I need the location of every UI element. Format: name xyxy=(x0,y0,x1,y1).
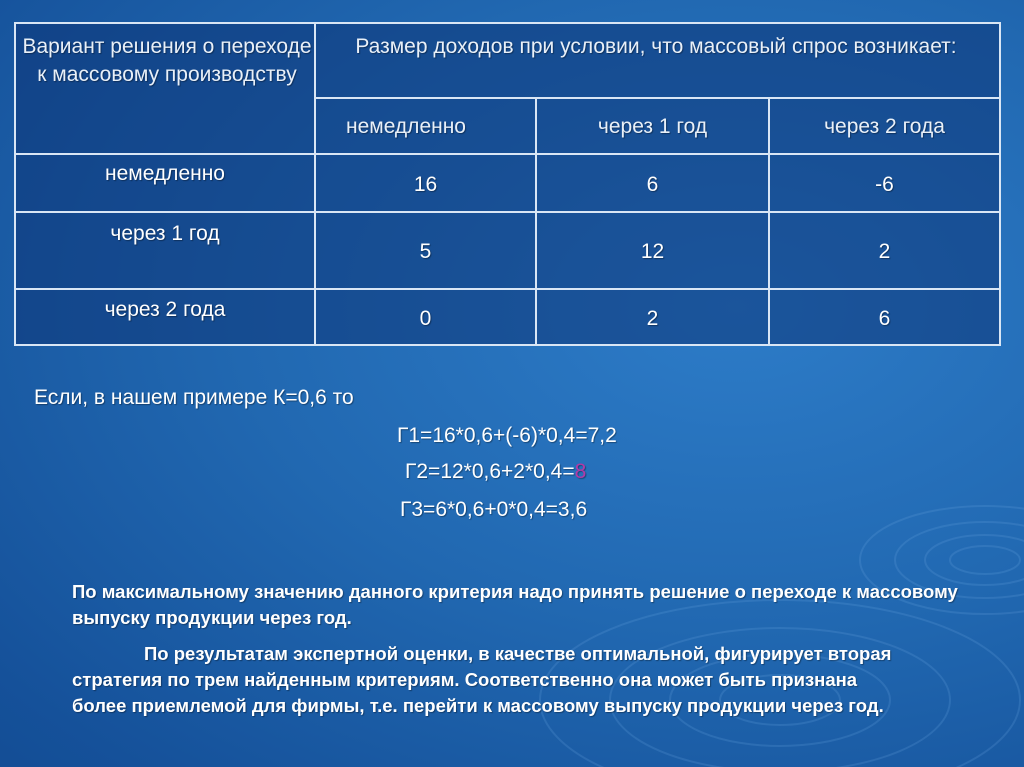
value-cell: 16 xyxy=(413,173,438,196)
row-label-immediately: немедленно xyxy=(105,162,225,185)
header-income-group: Размер доходов при условии, что массовый спрос возникает: xyxy=(355,35,957,58)
value-cell: -6 xyxy=(875,173,894,196)
formula-g2-expression: Г2=12*0,6+2*0,4= xyxy=(405,460,575,483)
value-cell: 12 xyxy=(640,240,665,263)
subheader-immediately: немедленно xyxy=(346,115,466,138)
formula-g2 xyxy=(405,458,586,486)
row-label-in-2-years: через 2 года xyxy=(104,298,226,321)
header-variant: Вариант решения о переходе к массовому производству xyxy=(22,35,312,86)
conclusion-paragraph-1: По максимальному значению данного критерия надо принять решение о переходе к массовому выпуску продукции через год. xyxy=(72,581,958,628)
formula-g1: Г1=16*0,6+(-6)*0,4=7,2 xyxy=(397,424,617,447)
row-label-in-1-year: через 1 год xyxy=(110,222,220,245)
grid-line xyxy=(314,97,999,99)
value-cell: 6 xyxy=(646,173,659,196)
value-cell: 6 xyxy=(878,307,891,330)
grid-line xyxy=(16,153,999,155)
income-table xyxy=(14,22,1001,346)
grid-line xyxy=(16,288,999,290)
formula-g2-result: 8 xyxy=(574,460,587,483)
grid-line xyxy=(16,211,999,213)
subheader-in-2-years: через 2 года xyxy=(824,115,945,138)
value-cell: 2 xyxy=(878,240,891,263)
calc-intro: Если, в нашем примере К=0,6 то xyxy=(34,386,354,409)
conclusion-paragraph-2: По результатам экспертной оценки, в качестве оптимальной, фигурирует вторая стратегия по трем найденным критериям. Соответственно она может быть признана более приемлемой для фирмы, т.е. перейти к массовому выпуску продукции через год. xyxy=(72,643,892,716)
value-cell: 0 xyxy=(419,307,432,330)
formula-g3: Г3=6*0,6+0*0,4=3,6 xyxy=(400,498,588,521)
value-cell: 5 xyxy=(419,240,432,263)
subheader-in-1-year: через 1 год xyxy=(597,115,708,138)
value-cell: 2 xyxy=(646,307,659,330)
